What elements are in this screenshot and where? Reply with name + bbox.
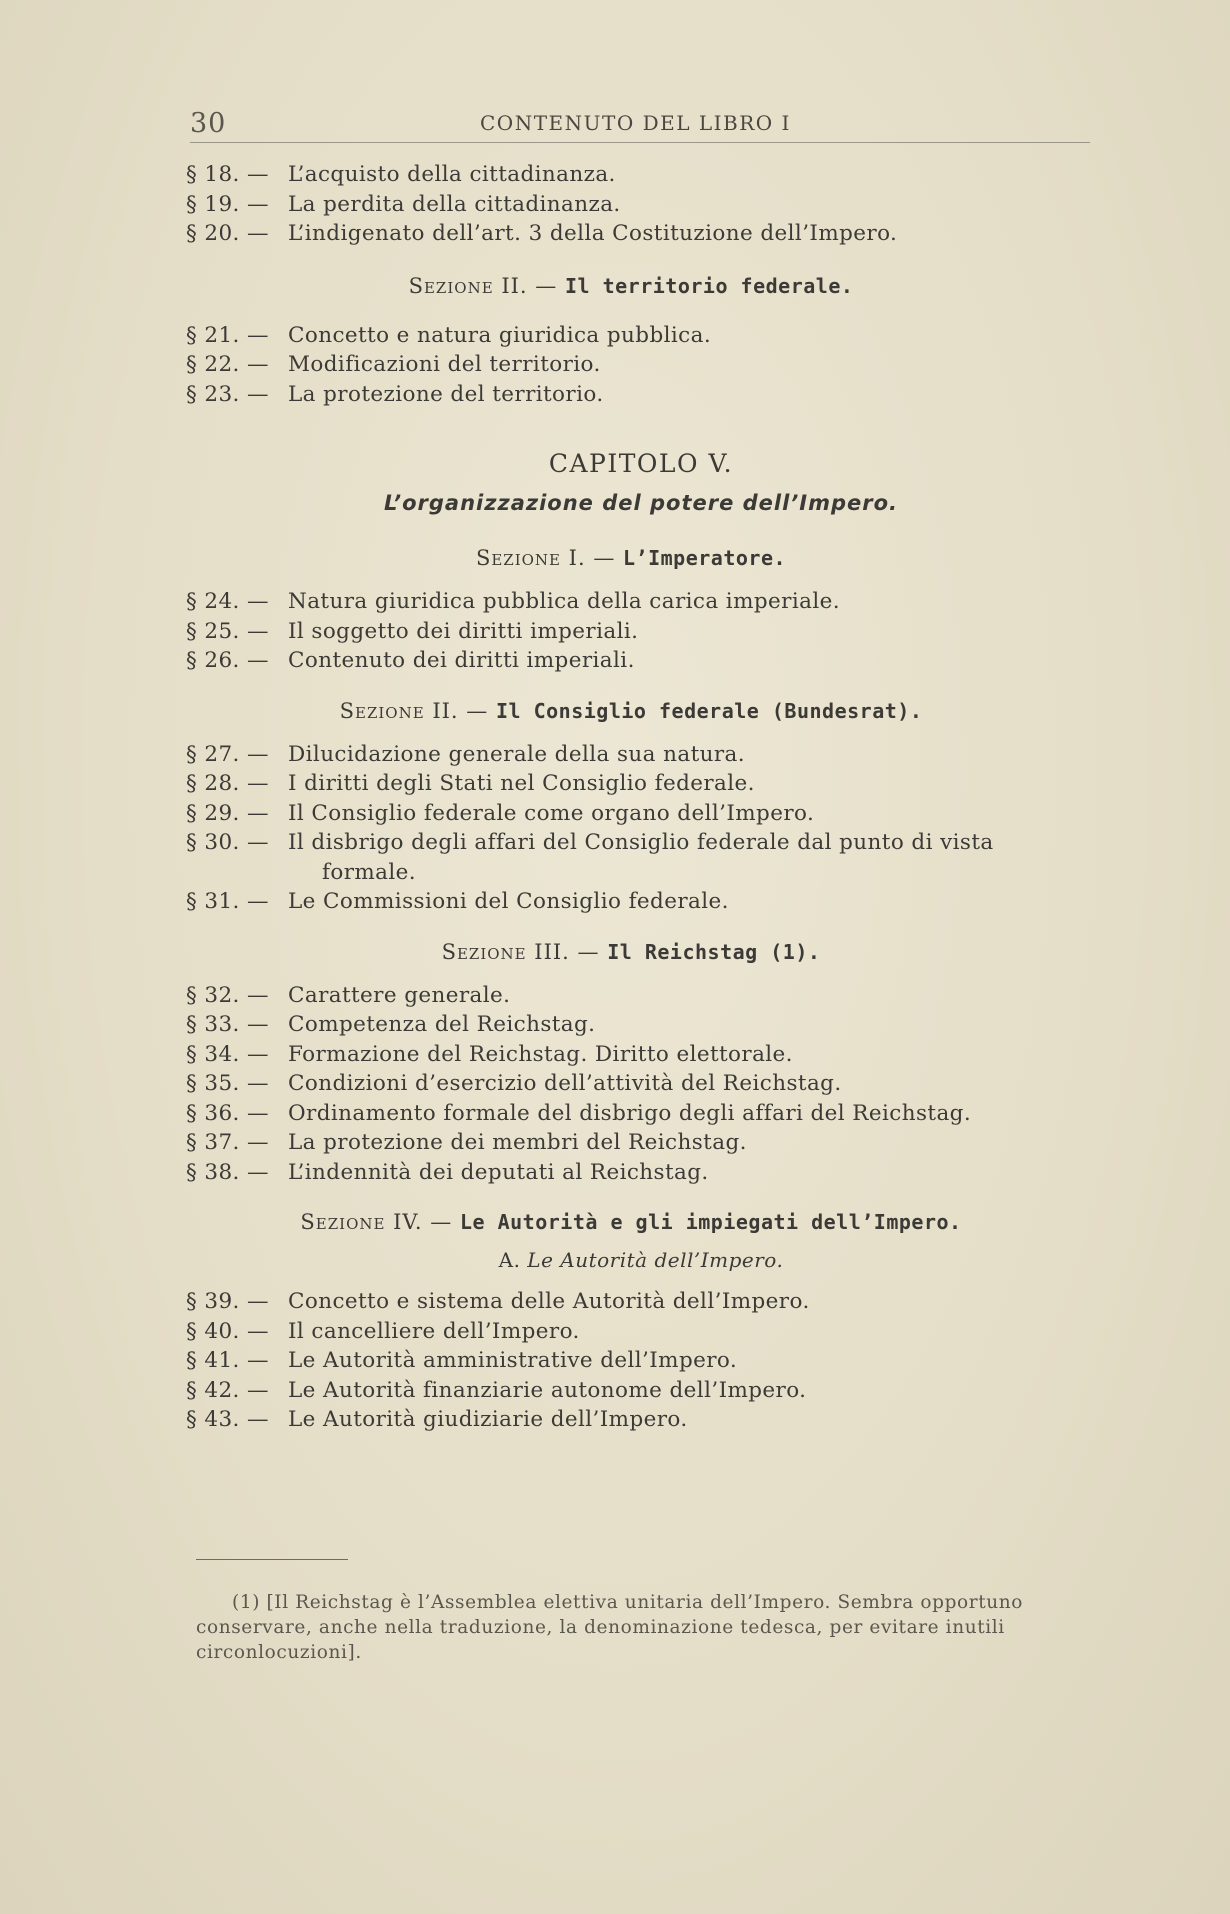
entry-number: § 29. —	[186, 800, 269, 826]
toc-entry	[186, 1346, 1106, 1376]
toc-block-3	[186, 587, 1106, 676]
toc-entry	[186, 1376, 1106, 1406]
entry-text: Natura giuridica pubblica della carica imperiale.	[288, 589, 840, 614]
section-title: Le Autorità e gli impiegati dell’Impero.	[459, 1210, 962, 1234]
running-title: CONTENUTO DEL LIBRO I	[480, 111, 791, 135]
entry-number: § 28. —	[186, 771, 269, 796]
toc-block-4	[186, 740, 1106, 917]
entry-text: Formazione del Reichstag. Diritto elettorale.	[288, 1041, 793, 1067]
toc-entry	[186, 981, 1106, 1011]
entry-text: Il soggetto dei diritti imperiali.	[288, 618, 639, 644]
table-of-contents	[186, 160, 1106, 1435]
toc-block-5	[186, 981, 1106, 1188]
entry-text: Carattere generale.	[288, 982, 511, 1008]
entry-text: Le Autorità amministrative dell’Impero.	[288, 1348, 738, 1373]
entry-number: § 38. —	[186, 1159, 269, 1185]
section-label: Sezione II. —	[339, 698, 496, 723]
subsection-heading-a	[176, 1245, 1106, 1275]
section-title: Il Consiglio federale (Bundesrat).	[495, 698, 923, 723]
entry-number: § 43. —	[186, 1407, 269, 1432]
toc-entry	[186, 887, 1106, 917]
entry-text: Le Autorità giudiziarie dell’Impero.	[288, 1407, 688, 1432]
entry-number: § 39. —	[186, 1289, 269, 1314]
section-heading-reichstag	[156, 937, 1106, 967]
toc-entry	[186, 1069, 1106, 1099]
entry-text: La protezione del territorio.	[288, 381, 604, 407]
subsection-label: A.	[498, 1248, 528, 1272]
toc-block-6	[186, 1287, 1106, 1435]
section-label: Sezione IV. —	[300, 1210, 460, 1234]
toc-entry	[186, 646, 1106, 676]
chapter-subtitle: L’organizzazione del potere dell’Impero.	[383, 491, 899, 515]
entry-number: § 41. —	[186, 1348, 269, 1373]
entry-number: § 21. —	[186, 322, 269, 348]
entry-text: Condizioni d’esercizio dell’attività del Reichstag.	[288, 1071, 842, 1096]
entry-number: § 25. —	[186, 618, 269, 644]
section-label: Sezione I. —	[475, 546, 623, 570]
entry-text: Il disbrigo degli affari del Consiglio federale dal punto di vista	[288, 830, 994, 855]
entry-number: § 42. —	[186, 1377, 269, 1403]
entry-text: Ordinamento formale del disbrigo degli affari del Reichstag.	[288, 1100, 972, 1126]
entry-number: § 30. —	[186, 830, 269, 855]
section-title: L’Imperatore.	[623, 546, 787, 570]
entry-text: La protezione dei membri del Reichstag.	[288, 1130, 747, 1155]
entry-number: § 33. —	[186, 1012, 269, 1037]
toc-entry	[186, 1158, 1106, 1188]
toc-block-2	[186, 321, 1106, 410]
entry-number: § 32. —	[186, 982, 269, 1008]
entry-text: Il Consiglio federale come organo dell’Impero.	[288, 800, 815, 826]
entry-text: Modificazioni del territorio.	[288, 352, 601, 377]
toc-entry	[186, 1099, 1106, 1129]
entry-number: § 18. —	[186, 162, 269, 187]
toc-entry	[186, 380, 1106, 410]
entry-text-continuation: formale.	[322, 859, 417, 885]
entry-number: § 24. —	[186, 589, 269, 614]
entry-number: § 22. —	[186, 352, 269, 377]
toc-entry	[186, 1128, 1106, 1158]
section-heading-imperatore	[156, 543, 1106, 573]
section-heading-autorita	[156, 1207, 1106, 1237]
toc-entry	[186, 321, 1106, 351]
entry-text: Contenuto dei diritti imperiali.	[288, 648, 635, 673]
toc-entry	[186, 740, 1106, 770]
toc-entry	[186, 219, 1106, 249]
entry-text: Concetto e natura giuridica pubblica.	[288, 322, 712, 348]
toc-entry	[186, 799, 1106, 829]
entry-number: § 27. —	[186, 741, 269, 767]
entry-text: La perdita della cittadinanza.	[288, 191, 621, 217]
section-title: Il Reichstag (1).	[607, 939, 821, 964]
entry-number: § 19. —	[186, 191, 269, 217]
toc-entry	[186, 350, 1106, 380]
entry-number: § 36. —	[186, 1100, 269, 1126]
toc-entry	[186, 769, 1106, 799]
entry-text: Le Autorità finanziarie autonome dell’Impero.	[288, 1377, 807, 1403]
toc-entry	[186, 1405, 1106, 1435]
entry-text: L’indigenato dell’art. 3 della Costituzione dell’Impero.	[288, 221, 898, 246]
toc-entry	[186, 1040, 1106, 1070]
footnote-divider	[196, 1559, 348, 1560]
entry-text: Competenza del Reichstag.	[288, 1012, 596, 1037]
entry-number: § 23. —	[186, 381, 269, 407]
toc-entry	[186, 587, 1106, 617]
toc-entry	[186, 1010, 1106, 1040]
toc-entry	[186, 617, 1106, 647]
entry-number: § 34. —	[186, 1041, 269, 1067]
entry-number: § 35. —	[186, 1071, 269, 1096]
toc-entry	[186, 828, 1106, 887]
subsection-title: Le Autorità dell’Impero.	[527, 1248, 784, 1272]
section-label: Sezione III. —	[441, 939, 608, 964]
entry-text: I diritti degli Stati nel Consiglio federale.	[288, 771, 755, 796]
entry-number: § 31. —	[186, 889, 269, 914]
entry-number: § 20. —	[186, 221, 269, 246]
entry-text: Concetto e sistema delle Autorità dell’Impero.	[288, 1289, 810, 1314]
toc-block-1	[186, 160, 1106, 249]
entry-number: § 40. —	[186, 1318, 269, 1344]
toc-entry	[186, 1317, 1106, 1347]
entry-number: § 26. —	[186, 648, 269, 673]
entry-text: Il cancelliere dell’Impero.	[288, 1318, 580, 1344]
toc-entry	[186, 1287, 1106, 1317]
toc-entry	[186, 160, 1106, 190]
entry-number: § 37. —	[186, 1130, 269, 1155]
section-heading-consiglio	[156, 696, 1106, 726]
toc-entry	[186, 190, 1106, 220]
section-heading-territorio	[156, 271, 1106, 301]
entry-text: L’acquisto della cittadinanza.	[288, 162, 616, 187]
entry-text: L’indennità dei deputati al Reichstag.	[288, 1159, 709, 1185]
section-title: Il territorio federale.	[564, 273, 854, 298]
entry-text: Le Commissioni del Consiglio federale.	[288, 889, 729, 914]
footnote: (1) [Il Reichstag è l’Assemblea elettiva unitaria dell’Impero. Sembra opportuno conservare, anche nella traduzione, la denominazione tedesca, per evitare inutili circonlocuzioni].	[196, 1592, 1024, 1663]
page-header	[190, 108, 1090, 143]
page-number: 30	[190, 108, 227, 139]
entry-text: Dilucidazione generale della sua natura.	[288, 741, 745, 767]
chapter-title: CAPITOLO V.	[548, 449, 734, 478]
section-label: Sezione II. —	[408, 273, 565, 298]
